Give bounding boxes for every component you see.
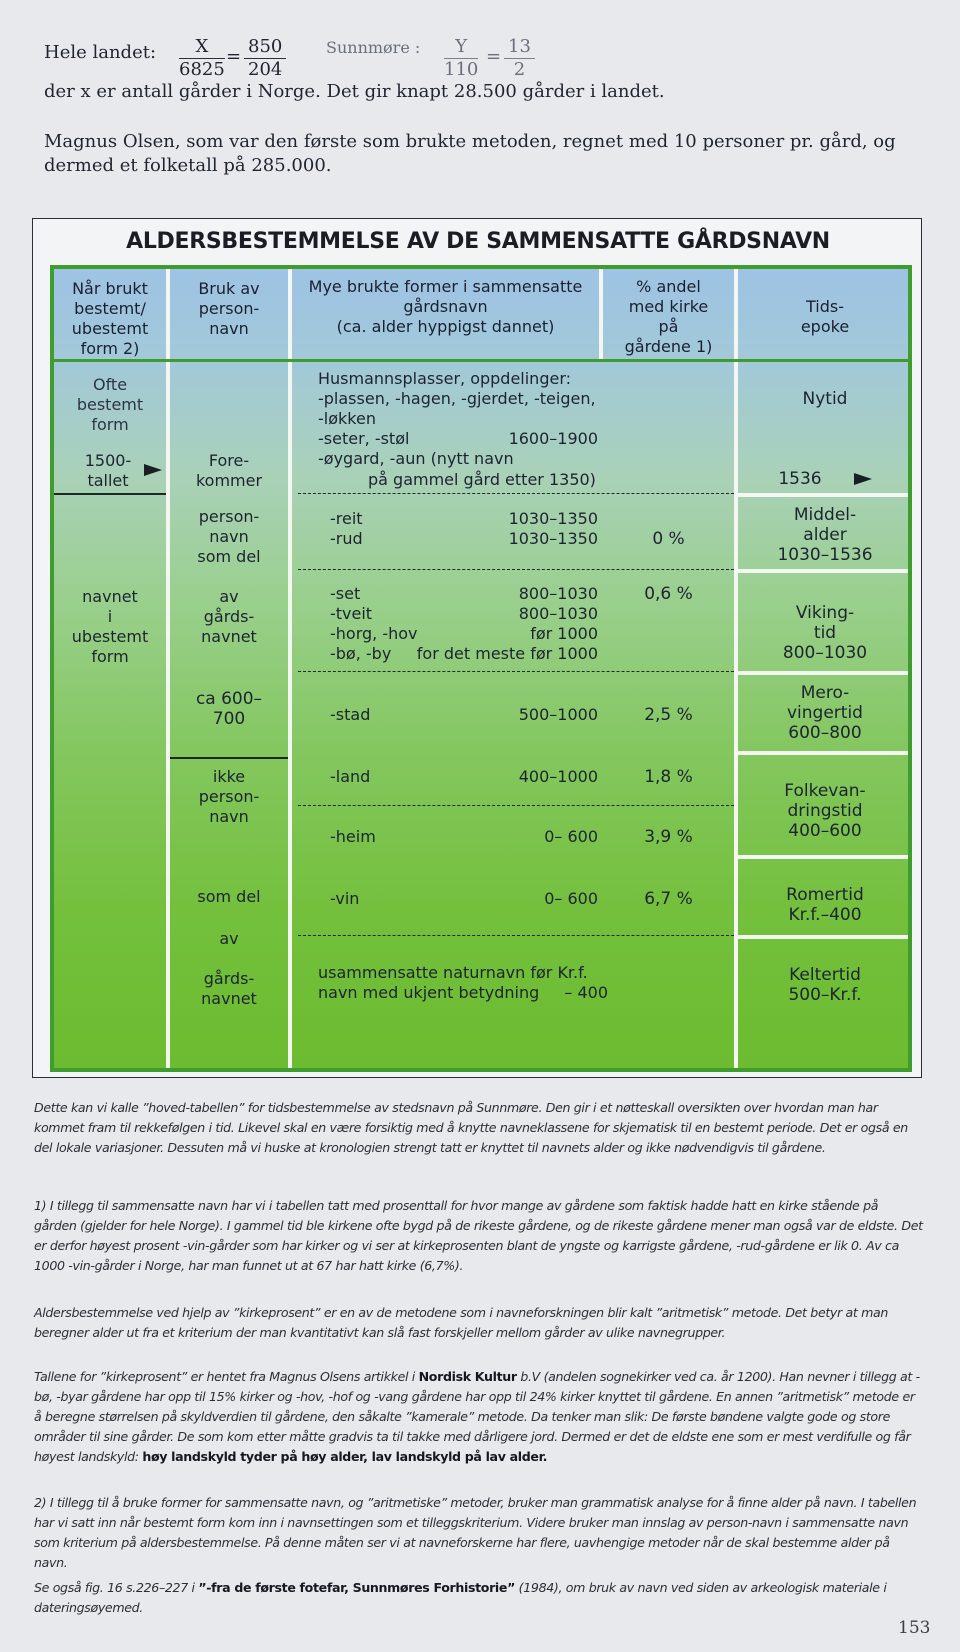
equals-sign-2: = xyxy=(486,46,502,67)
arrow-right-icon xyxy=(854,473,872,485)
col3-row-rud: -rud 1030–1350 xyxy=(330,529,598,548)
fraction-y-110: $\frac{Y}{110}$ xyxy=(444,36,479,80)
era-divider xyxy=(738,493,912,497)
header-col2: Bruk av person- navn xyxy=(198,279,260,338)
header-col1: Når brukt bestemt/ ubestemt form 2) xyxy=(71,279,149,358)
note-see-also: Se også fig. 16 s.226–227 i ”-fra de første fotefar, Sunnmøres Forhistorie” (1984), om bruk av navn ved siden av arkeologisk materiale i dateringsøyemed. xyxy=(34,1580,887,1615)
col3-husmann: Husmannsplasser, oppdelinger: -plassen, -hagen, -gjerdet, -teigen, -løkken xyxy=(318,369,596,428)
row-divider xyxy=(54,493,166,495)
col3-usammensatte: usammensatte naturnavn før Kr.f. xyxy=(318,963,588,982)
col3-row-tveit: -tveit 800–1030 xyxy=(330,604,598,623)
source-title: Nordisk Kultur xyxy=(418,1369,517,1384)
col3-ukjent: navn med ukjent betydning – 400 xyxy=(318,983,608,1002)
pct-land: 1,8 % xyxy=(644,767,693,787)
row-divider xyxy=(298,671,734,672)
pct-rud: 0 % xyxy=(652,529,685,549)
note-1-church-percent: 1) I tillegg til sammensatte navn har vi i tabellen tatt med prosenttall for hvor mange av gårdene som faktisk hadde hatt en kirke stående på gården (gjelder for hele Norge). I gammel tid ble kirkene ofte bygd på de rikeste gårdene, og de rikeste gårdene mener man også var de eldste. Det er derfor høyest prosent -vin-gårder som har kirker og vi ser at kirkeprosenten blant de yngste og karrigste gårdene, -rud-gårdene er lik 0. Av ca 1000 -vin-gårder i Norge, har man funnet ut at 67 har hatt kirke (6,7%). xyxy=(34,1198,923,1273)
row-divider xyxy=(298,935,734,936)
population-sentence: Magnus Olsen, som var den første som brukte metoden, regnet med 10 personer pr. gård, og dermed et folketall på 285.000. xyxy=(44,131,896,176)
row-divider xyxy=(298,569,734,570)
row-divider xyxy=(298,493,734,494)
header-col4: % andel med kirke på gårdene 1) xyxy=(624,277,713,356)
sunnmore-label: Sunnmøre : xyxy=(326,38,421,57)
col2-ikke: ikke person- navn xyxy=(198,767,260,826)
header-col3: Mye brukte former i sammensatte gårdsnavn (ca. alder hyppigst dannet) xyxy=(308,277,583,336)
era-divider xyxy=(738,935,912,939)
col2-av: av gårds- navnet xyxy=(201,587,257,646)
equation-row xyxy=(44,36,944,86)
arrow-right-icon xyxy=(144,464,162,476)
note-2-grammar: 2) I tillegg til å bruke former for sammensatte navn, og ”aritmetiske” metoder, bruker man grammatisk analyse for å finne alder på navn. I tabellen har vi satt inn når bestemt form kom inn i navnsettingen som et tilleggskriterium. Videre bruker man innslag av person-navn i sammensatte navn som kriterium på aldersbestemmelse. På denne måten ser vi at navneforskerne har flere, uavhengige metoder når de skal bestemme alder på navn. xyxy=(34,1495,917,1570)
header-col5: Tids- epoke xyxy=(800,297,850,336)
fraction-13-2: $\frac{13}{2}$ xyxy=(504,36,535,81)
column-divider xyxy=(288,269,292,1068)
era-merovingertid: Mero- vingertid 600–800 xyxy=(787,683,863,743)
col3-row-bo: -bø, -by for det meste før 1000 xyxy=(330,644,598,663)
era-divider xyxy=(738,751,912,755)
col3-row-heim: -heim 0– 600 xyxy=(330,827,598,846)
col2-fore: Fore- kommer xyxy=(195,451,263,490)
col2-av-2: av xyxy=(219,929,239,948)
col3-row-land: -land 400–1000 xyxy=(330,767,598,786)
note-arithmetic-method: Aldersbestemmelse ved hjelp av ”kirkeprosent” er en av de metodene som i navneforskningen blir kalt ”aritmetisk” metode. Det betyr at man beregner alder ut fra et kriterium der man kvantitativt kan slå fast forskjeller mellom gårder av ulike navnegrupper. xyxy=(34,1305,889,1340)
fraction-850-204: $\frac{850}{204}$ xyxy=(244,36,286,81)
col1-ofte: Ofte bestemt form xyxy=(76,375,144,434)
table-title: ALDERSBESTEMMELSE AV DE SAMMENSATTE GÅRDSNAVN xyxy=(126,229,830,254)
era-romertid: Romertid Kr.f.–400 xyxy=(786,885,864,925)
col3-row-horg: -horg, -hov før 1000 xyxy=(330,624,598,643)
col3-row-vin: -vin 0– 600 xyxy=(330,889,598,908)
col3-gammel: på gammel gård etter 1350) xyxy=(368,470,596,489)
era-vikingtid: Viking- tid 800–1030 xyxy=(782,603,868,663)
era-divider xyxy=(738,855,912,859)
era-divider xyxy=(738,671,912,675)
note-main-table: Dette kan vi kalle ”hoved-tabellen” for tidsbestemmelse av stedsnavn på Sunnmøre. Den gir i et nøtteskall oversikten over hvordan man har kommet fram til rekkefølgen i tid. Likevel skal en være forsiktig med å knytte navneklassene for skjematisk til en bestemt periode. Det er også en del lokale variasjoner. Dessuten må vi huske at kronologien strengt tatt er knyttet til navnets alder og ikke nødvendigvis til gårdene. xyxy=(34,1100,908,1155)
fraction-x-6825: $\frac{X}{6825}$ xyxy=(179,36,225,80)
col3-row-stad: -stad 500–1000 xyxy=(330,705,598,724)
age-table xyxy=(50,265,912,1072)
equals-sign: = xyxy=(226,46,242,67)
farm-count-sentence: der x er antall gårder i Norge. Det gir knapt 28.500 gårder i landet. xyxy=(44,81,665,102)
pct-set: 0,6 % xyxy=(644,584,693,604)
era-1536: 1536 xyxy=(778,469,822,489)
era-divider xyxy=(738,569,912,573)
note-church-percent-source: Tallene for ”kirkeprosent” er hentet fra Magnus Olsens artikkel i Nordisk Kultur b.V (andelen sognekirker ved ca. år 1200). Han nevner i tillegg at -bø, -byar gårdene har opp til 15% kirker og -hov, -hof og -vang gårdene har opp til 24% kirker knyttet til gårdene. En annen ”aritmetisk” metode er å beregne størrelsen på skyldverdien til gårdene, den såkalte ”kamerale” metode. Da tenker man slik: De første bøndene valgte gode og store områder til sine gårder. De som kom etter måtte gradvis ta til takke med dårligere jord. Dermed er det de eldste ene som er mest verdifulle og får høyest landskyld: høy landskyld tyder på høy alder, lav landskyld på lav alder. xyxy=(34,1369,920,1464)
pct-stad: 2,5 % xyxy=(644,705,693,725)
era-keltertid: Keltertid 500–Kr.f. xyxy=(788,965,862,1005)
col1-1500-tallet: 1500- tallet xyxy=(84,451,132,490)
col3-seter: -seter, -støl 1600–1900 xyxy=(318,429,598,448)
row-divider xyxy=(170,757,288,759)
pct-vin: 6,7 % xyxy=(644,889,693,909)
hele-landet-label: Hele landet: xyxy=(44,42,157,63)
col1-navnet: navnet i ubestemt form xyxy=(71,587,149,666)
col3-oygard: -øygard, -aun (nytt navn xyxy=(318,449,514,468)
col2-som-del: som del xyxy=(197,887,261,906)
era-folkevandringstid: Folkevan- dringstid 400–600 xyxy=(784,781,866,841)
era-middelalder: Middel- alder 1030–1536 xyxy=(777,505,873,565)
page-number: 153 xyxy=(898,1618,931,1638)
row-divider xyxy=(298,805,734,806)
col2-person: person- navn som del xyxy=(197,507,261,566)
col3-row-set: -set 800–1030 xyxy=(330,584,598,603)
book-title: ”-fra de første fotefar, Sunnmøres Forhistorie” xyxy=(198,1580,516,1595)
era-nytid: Nytid xyxy=(802,389,848,409)
col2-gards: gårds- navnet xyxy=(201,969,257,1008)
col3-row-reit: -reit 1030–1350 xyxy=(330,509,598,528)
pct-heim: 3,9 % xyxy=(644,827,693,847)
header-divider xyxy=(54,359,908,362)
col2-ca-600: ca 600– 700 xyxy=(195,689,263,729)
landskyld-rule: høy landskyld tyder på høy alder, lav landskyld på lav alder. xyxy=(142,1449,548,1464)
